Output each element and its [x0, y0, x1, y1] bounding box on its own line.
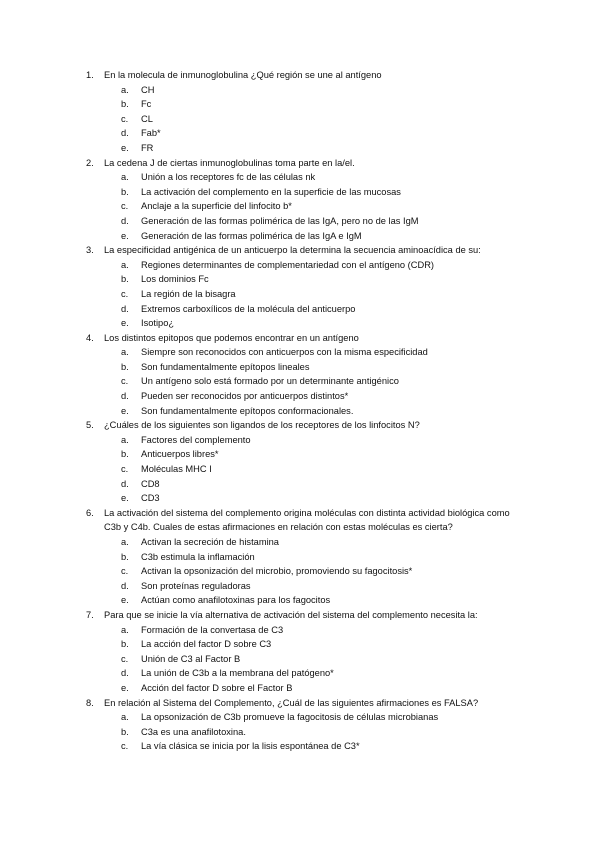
option-text: Regiones determinantes de complementariedad con el antígeno (CDR) — [141, 259, 435, 270]
option-letter: c. — [121, 464, 129, 475]
option-text: La región de la bisagra — [141, 288, 236, 299]
question-number: 6. — [86, 507, 94, 518]
answer-option — [0, 199, 600, 214]
option-text: Isotipo¿ — [141, 318, 175, 329]
option-text: Unión de C3 al Factor B — [141, 653, 241, 664]
question-number: 7. — [86, 609, 94, 620]
option-letter: c. — [121, 653, 129, 664]
option-text: La vía clásica se inicia por la lisis espontánea de C3* — [141, 741, 360, 752]
option-text: Anticuerpos libres* — [141, 449, 219, 460]
option-text: Extremos carboxílicos de la molécula del anticuerpo — [141, 303, 356, 314]
question-8 — [0, 696, 600, 711]
answer-option — [0, 258, 600, 273]
option-letter: a. — [121, 624, 129, 635]
option-text: La acción del factor D sobre C3 — [141, 639, 272, 650]
option-text: Moléculas MHC I — [141, 464, 212, 475]
option-letter: a. — [121, 347, 129, 358]
option-letter: b. — [121, 726, 129, 737]
option-letter: c. — [121, 113, 129, 124]
question-number: 1. — [86, 70, 94, 80]
option-letter: a. — [121, 434, 129, 445]
option-letter: e. — [121, 405, 129, 416]
option-letter: e. — [121, 682, 129, 693]
answer-option — [0, 477, 600, 492]
answer-option — [0, 404, 600, 419]
answer-option — [0, 229, 600, 244]
option-letter: d. — [121, 128, 129, 139]
option-letter: a. — [121, 84, 129, 95]
option-text: Son proteínas reguladoras — [141, 580, 251, 591]
option-text: La activación del complemento en la superficie de las mucosas — [141, 186, 401, 197]
answer-option — [0, 564, 600, 579]
question-text: ¿Cuáles de los siguientes son ligandos de los receptores de los linfocitos N? — [104, 420, 420, 431]
answer-option — [0, 623, 600, 638]
option-text: CD8 — [141, 478, 160, 489]
answer-option — [0, 739, 600, 754]
answer-option — [0, 433, 600, 448]
option-text: Generación de las formas polimérica de las IgA e IgM — [141, 230, 362, 241]
question-number: 2. — [86, 157, 94, 168]
option-text: C3b estimula la inflamación — [141, 551, 255, 562]
option-letter: b. — [121, 361, 129, 372]
answer-option — [0, 637, 600, 652]
answer-option — [0, 170, 600, 185]
option-text: Generación de las formas polimérica de las IgA, pero no de las IgM — [141, 215, 419, 226]
option-letter: c. — [121, 201, 129, 212]
answer-option — [0, 345, 600, 360]
question-text: En relación al Sistema del Complemento, ¿Cuál de las siguientes afirmaciones es FALSA? — [104, 697, 479, 708]
option-letter: b. — [121, 99, 129, 110]
answer-option — [0, 374, 600, 389]
question-5 — [0, 418, 600, 433]
answer-option — [0, 447, 600, 462]
option-letter: b. — [121, 274, 129, 285]
option-text: Son fundamentalmente epítopos lineales — [141, 361, 310, 372]
option-letter: a. — [121, 537, 129, 547]
question-number: 5. — [86, 420, 94, 431]
option-letter: a. — [121, 259, 129, 270]
question-6 — [0, 506, 600, 535]
answer-option — [0, 126, 600, 141]
option-text: Pueden ser reconocidos por anticuerpos distintos* — [141, 391, 349, 402]
answer-option — [0, 272, 600, 287]
question-4 — [0, 331, 600, 346]
option-text: Son fundamentalmente epítopos conformacionales. — [141, 405, 354, 416]
option-letter: e. — [121, 230, 129, 241]
option-letter: e. — [121, 595, 129, 606]
option-letter: c. — [121, 376, 129, 387]
option-text: Factores del complemento — [141, 434, 251, 445]
answer-option — [0, 710, 600, 725]
answer-option — [0, 462, 600, 477]
question-number: 3. — [86, 245, 94, 256]
answer-option — [0, 185, 600, 200]
option-text: Formación de la convertasa de C3 — [141, 624, 284, 635]
option-text: Fab* — [141, 128, 161, 139]
answer-option — [0, 389, 600, 404]
option-text: La opsonización de C3b promueve la fagocitosis de células microbianas — [141, 712, 439, 723]
option-letter: b. — [121, 639, 129, 650]
option-letter: e. — [121, 318, 129, 329]
question-text: La especificidad antigénica de un anticuerpo la determina la secuencia aminoacídica de su: — [104, 245, 481, 256]
option-text: Acción del factor D sobre el Factor B — [141, 682, 293, 693]
option-letter: a. — [121, 172, 129, 183]
option-letter: c. — [121, 566, 129, 577]
option-text: CH — [141, 84, 155, 95]
option-letter: b. — [121, 186, 129, 197]
option-text: Fc — [141, 99, 152, 110]
question-2 — [0, 156, 600, 171]
question-text: En la molecula de inmunoglobulina ¿Qué región se une al antígeno — [104, 70, 382, 80]
answer-option — [0, 725, 600, 740]
answer-option — [0, 302, 600, 317]
option-letter: d. — [121, 391, 129, 402]
option-letter: d. — [121, 478, 129, 489]
question-number: 8. — [86, 697, 94, 708]
option-letter: e. — [121, 142, 129, 153]
answer-option — [0, 681, 600, 696]
answer-option — [0, 287, 600, 302]
option-letter: c. — [121, 741, 129, 752]
option-text: Unión a los receptores fc de las células nk — [141, 172, 316, 183]
option-letter: a. — [121, 712, 129, 723]
document-body — [0, 68, 600, 754]
question-3 — [0, 243, 600, 258]
question-text: Los distintos epitopos que podemos encontrar en un antígeno — [104, 332, 359, 343]
option-letter: d. — [121, 580, 129, 591]
answer-option — [0, 214, 600, 229]
answer-option — [0, 112, 600, 127]
option-letter: d. — [121, 215, 129, 226]
option-letter: d. — [121, 303, 129, 314]
option-text: Siempre son reconocidos con anticuerpos con la misma especificidad — [141, 347, 428, 358]
answer-option — [0, 535, 600, 550]
answer-option — [0, 666, 600, 681]
option-text: FR — [141, 142, 154, 153]
answer-option — [0, 550, 600, 565]
answer-option — [0, 593, 600, 608]
question-1 — [0, 68, 600, 83]
answer-option — [0, 83, 600, 98]
answer-option — [0, 491, 600, 506]
answer-option — [0, 652, 600, 667]
option-text: CD3 — [141, 493, 160, 504]
question-text: La cedena J de ciertas inmunoglobulinas toma parte en la/el. — [104, 157, 355, 168]
answer-option — [0, 97, 600, 112]
option-text: CL — [141, 113, 153, 124]
option-text: Anclaje a la superficie del linfocito b* — [141, 201, 292, 212]
answer-option — [0, 360, 600, 375]
option-letter: b. — [121, 551, 129, 562]
option-letter: b. — [121, 449, 129, 460]
question-text: Para que se inicie la vía alternativa de activación del sistema del complemento necesita la: — [104, 609, 478, 620]
option-text: Un antígeno solo está formado por un determinante antigénico — [141, 376, 399, 387]
option-text: Activan la secreción de histamina — [141, 537, 279, 547]
option-text: La unión de C3b a la membrana del patógeno* — [141, 668, 334, 679]
question-text: La activación del sistema del complemento origina moléculas con distinta actividad biológica como C3b y C4b. Cuales de estas afirmaciones en relación con estas moléculas es cierta? — [104, 507, 510, 533]
answer-option — [0, 316, 600, 331]
option-letter: e. — [121, 493, 129, 504]
option-letter: d. — [121, 668, 129, 679]
option-text: Actúan como anafilotoxinas para los fagocitos — [141, 595, 331, 606]
answer-option — [0, 141, 600, 156]
question-7 — [0, 608, 600, 623]
option-letter: c. — [121, 288, 129, 299]
option-text: Los dominios Fc — [141, 274, 209, 285]
option-text: C3a es una anafilotoxina. — [141, 726, 246, 737]
option-text: Activan la opsonización del microbio, promoviendo su fagocitosis* — [141, 566, 413, 577]
answer-option — [0, 579, 600, 594]
question-number: 4. — [86, 332, 94, 343]
